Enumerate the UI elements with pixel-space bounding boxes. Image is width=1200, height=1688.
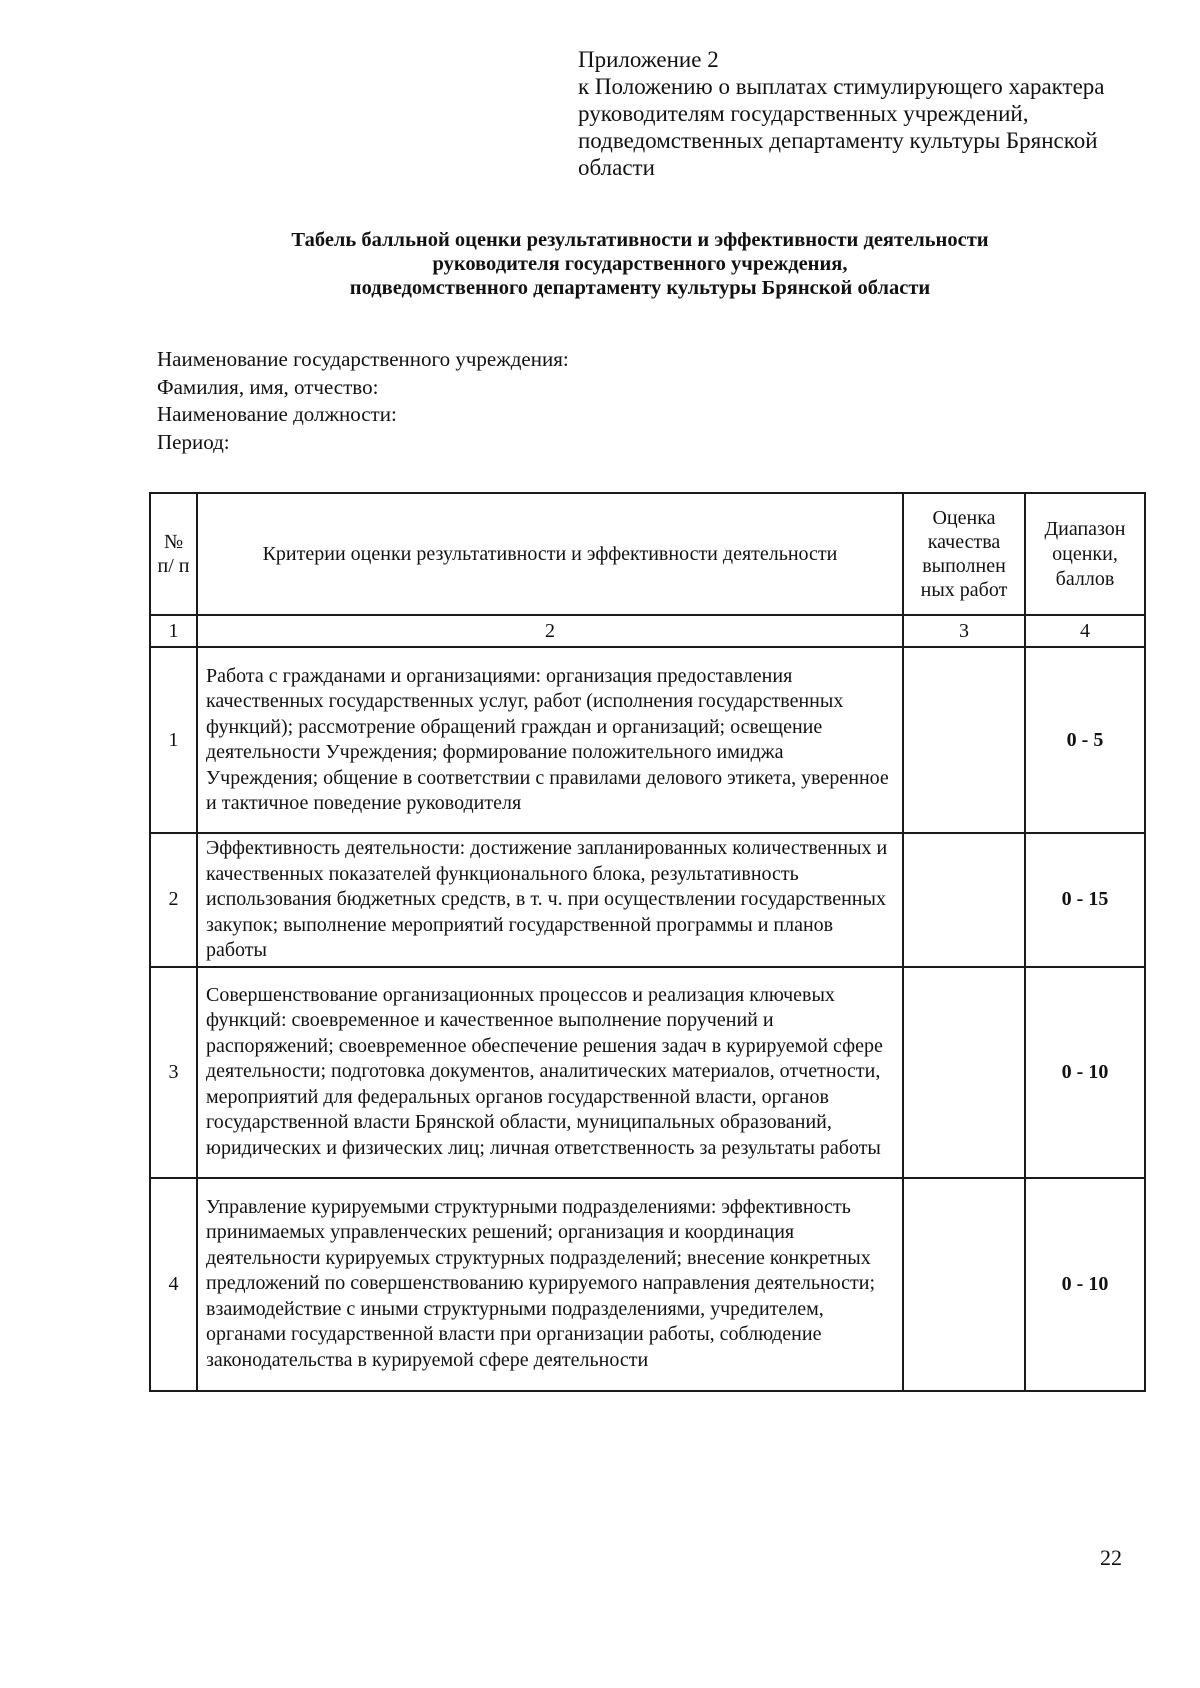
row-quality-cell xyxy=(903,1178,1025,1391)
title-line: руководителя государственного учреждения, xyxy=(432,253,848,275)
institution-field-label: Наименование государственного учреждения: xyxy=(157,347,569,371)
table-header-row xyxy=(150,493,1145,615)
form-fields xyxy=(157,346,569,456)
row-criteria: Эффективность деятельности: достижение запланированных количественных и качественных показателей функционального блока, результативность использования бюджетных средств, в т. ч. при осуществлении государственных закупок; выполнение мероприятий государственной программы и планов работы xyxy=(197,833,903,967)
title-line: Табель балльной оценки результативности и эффективности деятельности xyxy=(291,229,989,251)
document-title xyxy=(140,228,1140,300)
row-range: 0 - 10 xyxy=(1025,967,1145,1178)
evaluation-table xyxy=(149,492,1146,1392)
column-number: 1 xyxy=(150,615,197,647)
header-num-text: № п/ п xyxy=(157,531,190,577)
row-quality-cell xyxy=(903,833,1025,967)
position-field-label: Наименование должности: xyxy=(157,402,397,426)
column-number-row xyxy=(150,615,1145,647)
page-number: 22 xyxy=(1100,1545,1122,1570)
header-quality-text: Оценка качества выполнен ных работ xyxy=(920,507,1008,601)
column-number: 2 xyxy=(197,615,903,647)
row-criteria: Совершенствование организационных процессов и реализация ключевых функций: своевременное и качественное выполнение поручений и распоряжений; своевременное обеспечение решения задач в курируемой сфере деятельности; подготовка документов, аналитических материалов, отчетности, мероприятий для федеральных органов государственной власти, органов государственной власти Брянской области, муниципальных образований, юридических и физических лиц; личная ответственность за результаты работы xyxy=(197,967,903,1178)
period-field-label: Период: xyxy=(157,429,230,454)
table-row xyxy=(150,1178,1145,1391)
row-num: 3 xyxy=(150,967,197,1178)
row-range: 0 - 5 xyxy=(1025,647,1145,833)
appendix-line: к Положению о выплатах стимулирующего характера xyxy=(578,74,1105,99)
row-range: 0 - 10 xyxy=(1025,1178,1145,1391)
header-quality xyxy=(903,493,1025,615)
table-row xyxy=(150,833,1145,967)
header-num xyxy=(150,493,197,615)
title-line: подведомственного департаменту культуры Брянской области xyxy=(349,277,931,299)
appendix-line: руководителям государственных учреждений, xyxy=(578,101,1029,126)
row-num: 1 xyxy=(150,647,197,833)
row-criteria: Работа с гражданами и организациями: организация предоставления качественных государственных услуг, работ (исполнения государственных функций); рассмотрение обращений граждан и организаций; освещение деятельности Учреждения; формирование положительного имиджа Учреждения; общение в соответствии с правилами делового этикета, уверенное и тактичное поведение руководителя xyxy=(197,647,903,833)
row-criteria: Управление курируемыми структурными подразделениями: эффективность принимаемых управленческих решений; организация и координация деятельности курируемых структурных подразделений; внесение конкретных предложений по совершенствованию курируемого направления деятельности; взаимодействие с иными структурными подразделениями, учредителем, органами государственной власти при организации работы, соблюдение законодательства в курируемой сфере деятельности xyxy=(197,1178,903,1391)
row-num: 4 xyxy=(150,1178,197,1391)
row-quality-cell xyxy=(903,967,1025,1178)
column-number: 4 xyxy=(1025,615,1145,647)
table-row xyxy=(150,967,1145,1178)
full-name-field-label: Фамилия, имя, отчество: xyxy=(157,374,379,399)
header-range-text: Диапазон оценки, баллов xyxy=(1044,517,1126,590)
appendix-line: подведомственных департаменту культуры Брянской xyxy=(578,128,1098,153)
appendix-line: области xyxy=(578,155,655,180)
column-number: 3 xyxy=(903,615,1025,647)
header-criteria: Критерии оценки результативности и эффективности деятельности xyxy=(197,493,903,615)
header-range xyxy=(1025,493,1145,615)
row-num: 2 xyxy=(150,833,197,967)
row-range: 0 - 15 xyxy=(1025,833,1145,967)
appendix-header xyxy=(578,46,1178,181)
table-row xyxy=(150,647,1145,833)
row-quality-cell xyxy=(903,647,1025,833)
appendix-line: Приложение 2 xyxy=(578,47,719,72)
